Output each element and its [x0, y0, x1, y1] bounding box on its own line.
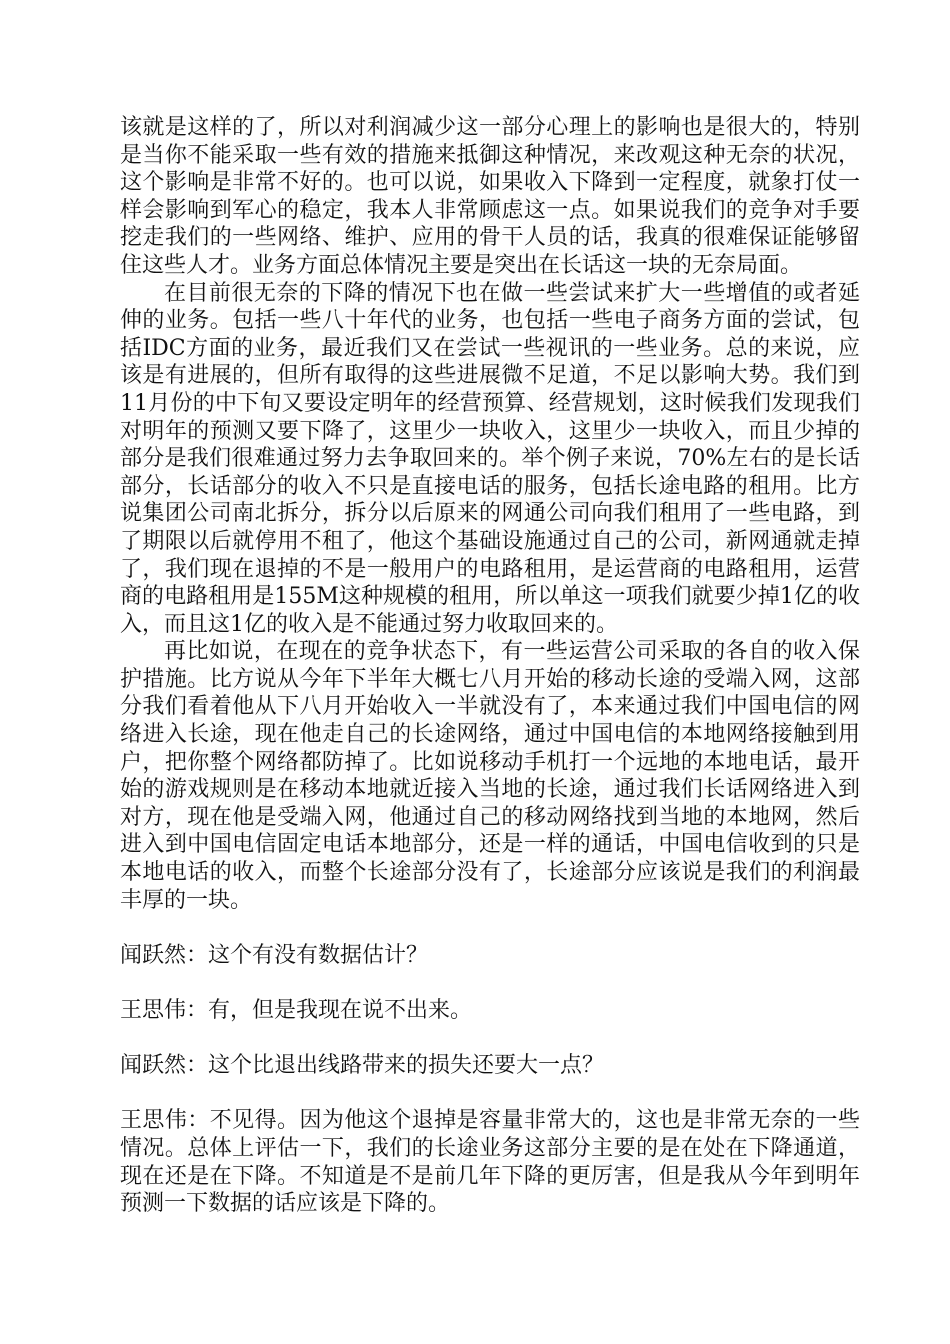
document-page	[120, 114, 860, 1218]
dialogue-line-wang-1: 王思伟：有，但是我现在说不出来。	[120, 998, 473, 1023]
dialogue-line-wen-2: 闻跃然：这个比退出线路带来的损失还要大一点？	[120, 1053, 605, 1079]
dialogue-line-wang-2: 王思伟：不见得。因为他这个退掉是容量非常大的，这也是非常无奈的一些情况。总体上评估一下，我们的长途业务这部分主要的是在处在下降通道，现在还是在下降。不知道是不是前几年下降的更厉害，但是我从今年到明年预测一下数据的话应该是下降的。	[120, 1108, 860, 1217]
paragraph-value-added-business: 在目前很无奈的下降的情况下也在做一些尝试来扩大一些增值的或者延伸的业务。包括一些八十年代的业务，也包括一些电子商务方面的尝试，包括IDC方面的业务，最近我们又在尝试一些视讯的一些业务。总的来说，应该是有进展的，但所有取得的这些进展微不足道，不足以影响大势。我们到11月份的中下旬又要设定明年的经营预算、经营规划，这时候我们发现我们对明年的预测又要下降了，这里少一块收入，这里少一块收入，而且少掉的部分是我们很难通过努力去争取回来的。举个例子来说，70%左右的是长话部分，长话部分的收入不只是直接电话的服务，包括长途电路的租用。比方说集团公司南北拆分，拆分以后原来的网通公司向我们租用了一些电路，到了期限以后就停用不租了，他这个基础设施通过自己的公司，新网通就走掉了，我们现在退掉的不是一般用户的电路租用，是运营商的电路租用，运营商的电路租用是155M这种规模的租用，所以单这一项我们就要少掉1亿的收入，而且这1亿的收入是不能通过努力收取回来的。	[120, 280, 860, 637]
paragraph-competition: 再比如说，在现在的竞争状态下，有一些运营公司采取的各自的收入保护措施。比方说从今年下半年大概七八月开始的移动长途的受端入网，这部分我们看着他从下八月开始收入一半就没有了，本来通过我们中国电信的网络进入长途，现在他走自己的长途网络，通过中国电信的本地网络接触到用户，把你整个网络都防掉了。比如说移动手机打一个远地的本地电话，最开始的游戏规则是在移动本地就近接入当地的长途，通过我们长话网络进入到对方，现在他是受端入网，他通过自己的移动网络找到当地的本地网，然后进入到中国电信固定电话本地部分，还是一样的通话，中国电信收到的只是本地电话的收入，而整个长途部分没有了，长途部分应该说是我们的利润最丰厚的一块。	[120, 639, 860, 913]
paragraph-continued: 该就是这样的了，所以对利润减少这一部分心理上的影响也是很大的，特别是当你不能采取一些有效的措施来抵御这种情况，来改观这种无奈的状况，这个影响是非常不好的。也可以说，如果收入下降到一定程度，就象打仗一样会影响到军心的稳定，我本人非常顾虑这一点。如果说我们的竞争对手要挖走我们的一些网络、维护、应用的骨干人员的话，我真的很难保证能够留住这些人才。业务方面总体情况主要是突出在长话这一块的无奈局面。	[120, 115, 860, 278]
dialogue-line-wen-1: 闻跃然：这个有没有数据估计？	[120, 942, 429, 968]
